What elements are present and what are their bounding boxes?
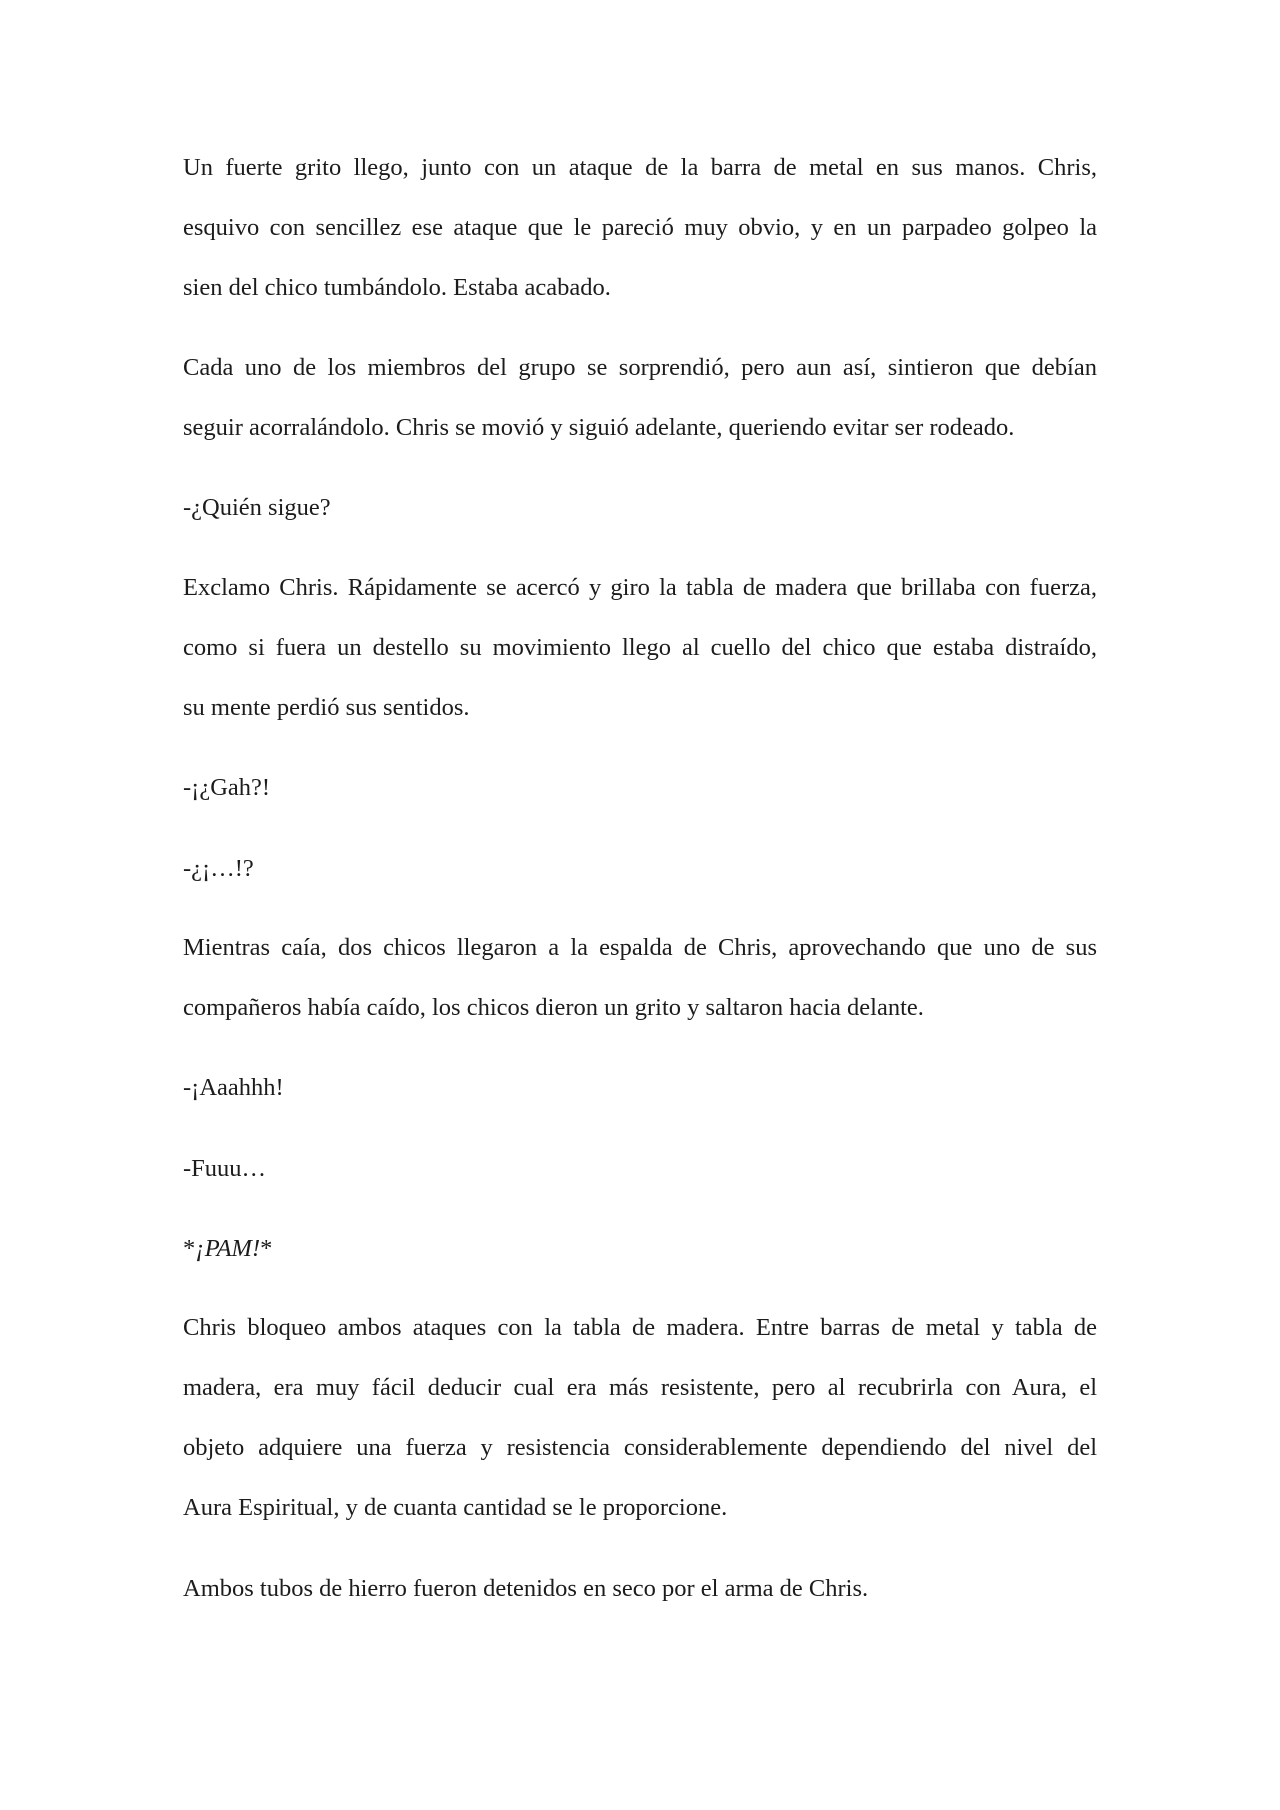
text-line: Un fuerte grito llego, junto con un ataque de la barra de metal en sus manos. Chris,: [183, 154, 1097, 181]
dialogue-line: -¿Quién sigue?: [183, 494, 331, 521]
paragraph: [183, 558, 1097, 738]
dialogue-line: -¡¿Gah?!: [183, 774, 271, 801]
text-line: seguir acorralándolo. Chris se movió y siguió adelante, queriendo evitar ser rodeado.: [183, 414, 1015, 441]
text-line: como si fuera un destello su movimiento llego al cuello del chico que estaba distraído,: [183, 634, 1097, 661]
text-line: objeto adquiere una fuerza y resistencia considerablemente dependiendo del nivel del: [183, 1434, 1097, 1461]
text-line: Chris bloqueo ambos ataques con la tabla de madera. Entre barras de metal y tabla de: [183, 1314, 1097, 1341]
text-line: sien del chico tumbándolo. Estaba acabado.: [183, 274, 611, 301]
paragraph-final: Ambos tubos de hierro fueron detenidos en seco por el arma de Chris.: [183, 1575, 869, 1602]
text-line: Aura Espiritual, y de cuanta cantidad se le proporcione.: [183, 1494, 728, 1521]
paragraph: [183, 918, 1097, 1038]
text-line: esquivo con sencillez ese ataque que le pareció muy obvio, y en un parpadeo golpeo la: [183, 214, 1097, 241]
text-line: madera, era muy fácil deducir cual era más resistente, pero al recubrirla con Aura, el: [183, 1374, 1097, 1401]
text-line: Cada uno de los miembros del grupo se sorprendió, pero aun así, sintieron que debían: [183, 354, 1097, 381]
sound-effect-suffix: *: [260, 1235, 273, 1262]
dialogue-line: -¿¡…!?: [183, 855, 254, 882]
paragraph: [183, 338, 1097, 458]
sound-effect-prefix: *: [183, 1235, 196, 1262]
dialogue-line: -Fuuu…: [183, 1155, 267, 1182]
dialogue-line: -¡Aaahhh!: [183, 1074, 284, 1101]
sound-effect-text: ¡PAM!: [195, 1235, 261, 1262]
text-line: Mientras caía, dos chicos llegaron a la espalda de Chris, aprovechando que uno de sus: [183, 934, 1097, 961]
paragraph: [183, 138, 1097, 318]
paragraph: [183, 1298, 1097, 1538]
text-line: compañeros había caído, los chicos dieron un grito y saltaron hacia delante.: [183, 994, 924, 1021]
sound-effect-line: [183, 1219, 272, 1279]
text-line: su mente perdió sus sentidos.: [183, 694, 470, 721]
text-line: Exclamo Chris. Rápidamente se acercó y giro la tabla de madera que brillaba con fuerza,: [183, 574, 1097, 601]
